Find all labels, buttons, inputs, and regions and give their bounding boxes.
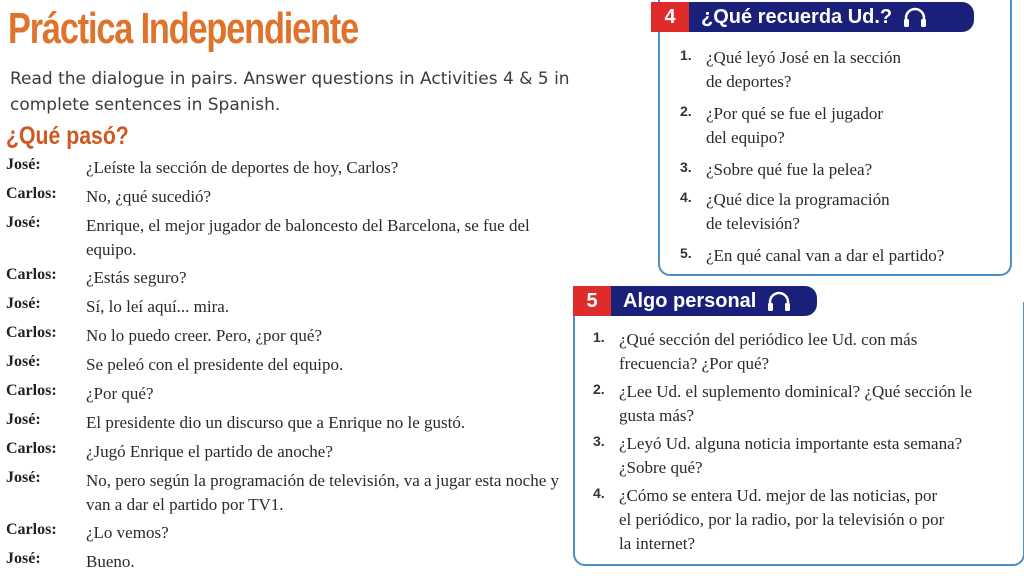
dialogue-text: No lo puedo creer. Pero, ¿por qué? (86, 326, 323, 345)
dialogue-text: Bueno. (86, 552, 135, 571)
question-line: ¿En qué canal van a dar el partido? (706, 246, 945, 265)
instructions-text: Read the dialogue in pairs. Answer questions in Activities 4 & 5 in complete sentences in Spanish. (10, 69, 570, 115)
dialogue-title: ¿Qué pasó? (6, 122, 129, 150)
speaker-name: José: (6, 156, 41, 173)
question-line: ¿Cómo se entera Ud. mejor de las noticias, por (619, 486, 938, 505)
question-line: ¿Sobre qué? (619, 458, 703, 477)
dialogue-text: ¿Leíste la sección de deportes de hoy, Carlos? (86, 158, 399, 177)
question-line: de deportes? (706, 72, 792, 91)
speaker-name: José: (6, 214, 41, 231)
question-line: el periódico, por la radio, por la televisión o por (619, 510, 945, 529)
speaker-name: Carlos: (6, 266, 57, 283)
question-line: ¿Qué leyó José en la sección (706, 48, 901, 67)
dialogue-text: ¿Estás seguro? (86, 268, 187, 287)
question-text (619, 484, 944, 556)
activity-5-number: 5 (573, 286, 611, 316)
page-title: Práctica Independiente (8, 4, 358, 53)
speaker-name: José: (6, 353, 41, 370)
question-line: gusta más? (619, 406, 695, 425)
question-text (706, 46, 901, 94)
question-line: ¿Qué dice la programación (706, 190, 890, 209)
question-number: 5. (680, 245, 692, 261)
question-line: ¿Por qué se fue el jugador (706, 104, 884, 123)
activity-4-number: 4 (651, 2, 689, 32)
question-line: frecuencia? ¿Por qué? (619, 354, 770, 373)
question-number: 1. (593, 329, 605, 345)
question-number: 3. (680, 159, 692, 175)
speaker-name: José: (6, 411, 41, 428)
dialogue-text: El presidente dio un discurso que a Enrique no le gustó. (86, 413, 466, 432)
question-text (706, 158, 872, 182)
question-text (619, 328, 917, 376)
question-text (619, 432, 962, 480)
dialogue-text: Enrique, el mejor jugador de baloncesto del Barcelona, se fue del equipo. (86, 216, 530, 259)
speaker-name: José: (6, 550, 41, 567)
activity-5-title: Algo personal (623, 289, 757, 312)
question-line: ¿Qué sección del periódico lee Ud. con más (619, 330, 918, 349)
question-number: 3. (593, 433, 605, 449)
headphones-icon (766, 290, 792, 312)
question-number: 4. (593, 485, 605, 501)
speaker-name: José: (6, 469, 41, 486)
question-number: 2. (680, 103, 692, 119)
activity-5-header (573, 286, 817, 316)
speaker-name: José: (6, 295, 41, 312)
activity-4-title: ¿Qué recuerda Ud.? (701, 5, 893, 28)
speaker-name: Carlos: (6, 185, 57, 202)
question-line: ¿Sobre qué fue la pelea? (706, 160, 873, 179)
question-line: la internet? (619, 534, 695, 553)
question-line: ¿Leyó Ud. alguna noticia importante esta semana? (619, 434, 963, 453)
question-text (706, 102, 883, 150)
question-number: 4. (680, 189, 692, 205)
question-text (619, 380, 972, 428)
dialogue-text: No, pero según la programación de televisión, va a jugar esta noche y van a dar el partido por TV1. (86, 471, 560, 514)
dialogue-text: No, ¿qué sucedió? (86, 187, 212, 206)
question-line: ¿Lee Ud. el suplemento dominical? ¿Qué sección le (619, 382, 973, 401)
speaker-name: Carlos: (6, 521, 57, 538)
question-line: del equipo? (706, 128, 785, 147)
headphones-icon (902, 6, 928, 28)
question-number: 1. (680, 47, 692, 63)
activity-4-header (651, 2, 974, 32)
dialogue-text: Sí, lo leí aquí... mira. (86, 297, 230, 316)
dialogue-text: ¿Lo vemos? (86, 523, 169, 542)
dialogue-text: ¿Jugó Enrique el partido de anoche? (86, 442, 333, 461)
dialogue-text: ¿Por qué? (86, 384, 154, 403)
question-line: de televisión? (706, 214, 800, 233)
question-text (706, 244, 944, 268)
speaker-name: Carlos: (6, 440, 57, 457)
speaker-name: Carlos: (6, 382, 57, 399)
question-text (706, 188, 890, 236)
dialogue-text: Se peleó con el presidente del equipo. (86, 355, 344, 374)
question-number: 2. (593, 381, 605, 397)
speaker-name: Carlos: (6, 324, 57, 341)
